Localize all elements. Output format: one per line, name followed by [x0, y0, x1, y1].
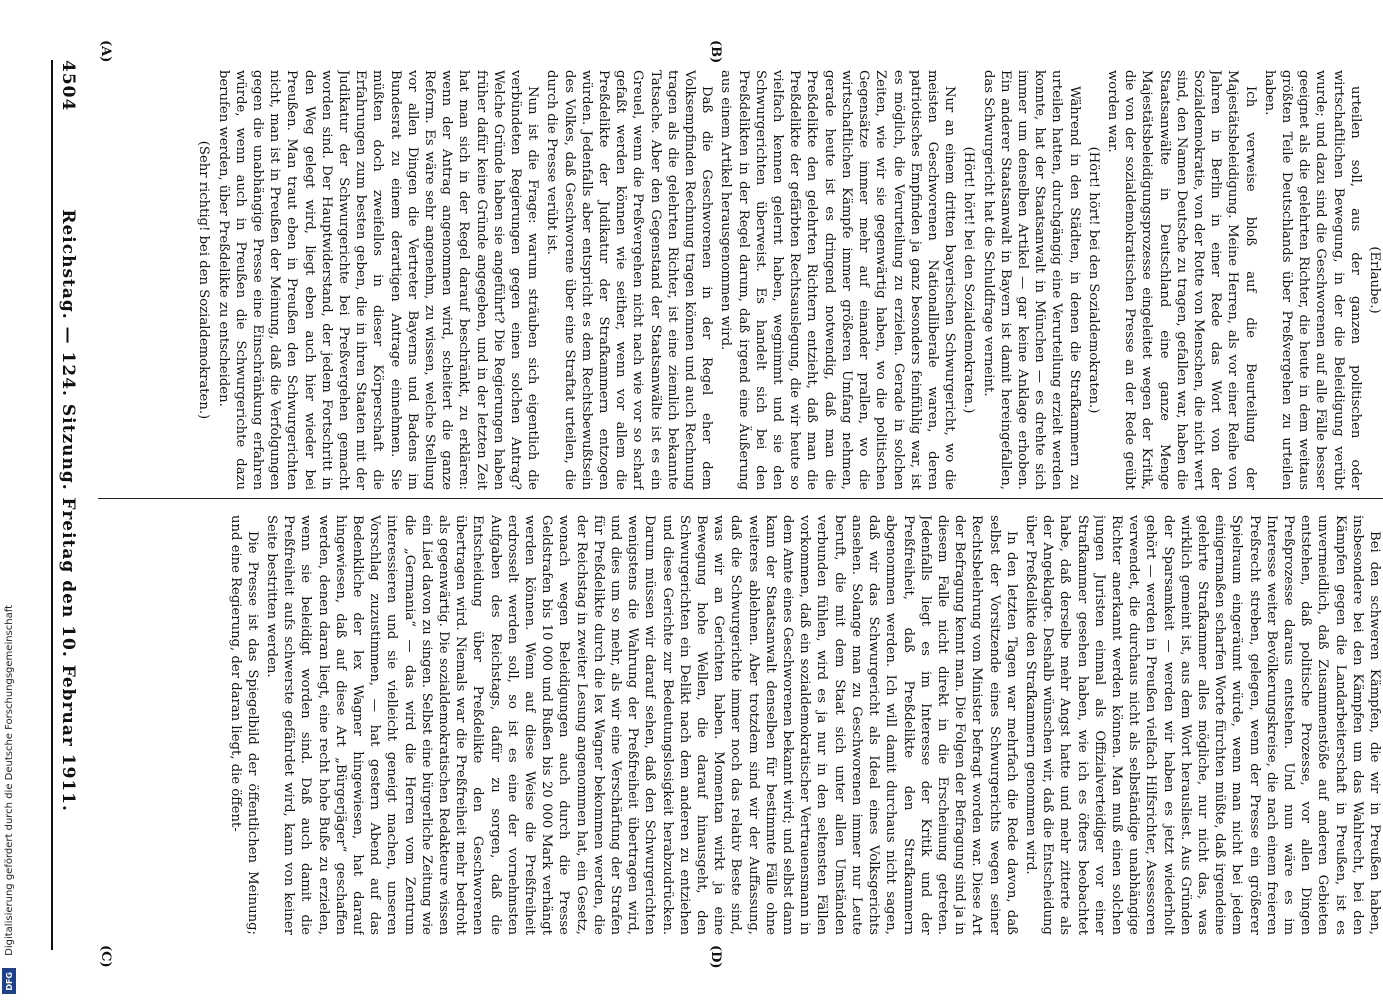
- paragraph: urteilen soll, aus der ganzen politischen oder wirtschaftlichen Bewegung, in der die Beleidigung verübt wurde; und dazu sind die Geschworenen auf alle Fälle besser geeignet als die gelehrten Richter, die heute in dem weitaus größten Teile Deutschlands über Preßvergehen zu urteilen haben.: [1261, 70, 1363, 490]
- margin-letter-d: (D): [708, 945, 723, 969]
- paragraph: (Sehr richtig! bei den Sozialdemokraten.): [196, 140, 212, 420]
- paragraph: In den letzten Tagen war mehrfach die Rede davon, daß selbst der Vorsitzende eines Schwurgerichts wegen seiner Rechtsbelehrung vom Minister befragt worden war. Diese Art der Befragung kennt man. Die Folgen der Befragung sind ja in diesem Falle nicht direkt in die Erscheinung getreten. Jedenfalls liegt es im Interesse der Kritik und der Preßfreiheit, daß Preßdelikte den Strafkammern abgenommen werden. Ich will damit durchaus nicht sagen, daß wir das Schwurgericht als Ideal eines Volksgerichts ansehen. Solange man zu Geschworenen immer nur Leute beruft, die mit dem Staat sich unter allen Umständen verbunden fühlen, wird es ja nur in den seltensten Fällen vorkommen, daß ein sozialdemokratischer Vertrauensmann in dem Amte eines Geschworenen bekannt wird; und selbst dann kann der Staatsanwalt denselben für bestimmte Fälle ohne weiteres ablehnen. Aber trotzdem sind wir der Auffassung, daß die Schwurgerichte immer noch das relativ Beste sind, was wir an Gerichten haben. Momentan wirkt ja eine Bewegung hohe Wellen, die darauf hinausgeht, den Schwurgerichten ein Delikt nach dem anderen zu entziehen und diese Gerichte zur Bedeutungslosigkeit herabzudrücken. Darum müssen wir darauf sehen, daß den Schwurgerichten wenigstens die Wahrung der Preßfreiheit übertragen wird, und dies um so mehr, als wir eine Verschärfung der Strafen für Preßdelikte durch die lex Wagner bekommen werden, die der Reichstag in zweiter Lesung angenommen hat, ein Gesetz, wonach wegen Beleidigungen auch durch die Presse Geldstrafen bis 10 000 und Bußen bis 20 000 Mark verhängt werden können. Wenn auf diese Weise die Preßfreiheit erdrosselt werden soll, so ist es eine der vornehmsten Aufgaben des Reichstags, dafür zu sorgen, daß die Entscheidung über Preßdelikte den Geschworenen übertragen wird. Niemals war die Preßfreiheit mehr bedroht als gegenwärtig. Die sozialdemokratischen Redakteure wissen ein Lied davon zu singen. Selbst eine bürgerliche Zeitung wie die „Germania“ — das wird die Herren vom Zentrum interessieren und sie vielleicht geneigt machen, unseren Vorschlag zuzustimmen, — hat gestern Abend auf das Bedenkliche der lex Wagner hingewiesen, hat darauf hingewiesen, daß auf diese Art „Bürgerjäger“ geschaffen werden, denen daran liegt, eine recht hohe Buße zu erzielen, wenn sie beleidigt worden sind. Daß auch damit die Preßfreiheit aufs schwerste gefährdet wird, kann von keiner Seite bestritten werden.: [264, 515, 1019, 935]
- paragraph: Während in den Städten, in denen die Strafkammern zu urteilen hatten, durchgängig eine Verurteilung erzielt werden konnte, hat der Staatsanwalt in München — es drehte sich immer um denselben Artikel — gar keine Anklage erhoben. Ein anderer Staatsanwalt in Bayern ist damit hereingefallen, das Schwurgericht hat die Schuldfrage verneint.: [980, 70, 1082, 490]
- margin-letter-a: (A): [98, 40, 113, 63]
- paragraph: Die Presse ist das Spiegelbild der öffentlichen Meinung; und eine Regierung, der daran liegt, die öffent-: [227, 515, 260, 935]
- paragraph: (Hört! hört! bei den Sozialdemokraten.): [961, 146, 977, 414]
- paragraph: (Hört! hört! bei den Sozialdemokraten.): [1085, 146, 1101, 414]
- paragraph: (Erlaube.): [1367, 246, 1382, 314]
- page-header: [53, 60, 83, 950]
- paragraph: Daß die Geschworenen in der Regel eher dem Volksempfinden Rechnung tragen können und auch Rechnung tragen als die gelehrten Richter, ist eine ziemlich bekannte Tatsache. Aber den Gegenstand der Staatsanwälte ist es ein Greuel, wenn die Preßvergehen nicht nach wie vor so scharf gefaßt werden können wie seither, wenn vor allem die Preßdelikte der Judikatur der Strafkammern entzogen würden. Jedenfalls aber entspricht es dem Rechtsbewußtsein des Volkes, daß Geschworene über eine Straftat urteilen, die durch die Presse verübt ist.: [544, 70, 715, 490]
- digitization-note-text: Digitalisierung gefördert durch die Deutsche Forschungsgemeinschaft: [3, 605, 15, 956]
- paragraph: Nun ist die Frage: warum sträuben sich eigentlich die verbündeten Regierungen gegen einen solchen Antrag? Welche Gründe haben sie angeführt? Die Regierungen haben früher dafür keine Gründe angegeben, und in der letzten Zeit hat man sich in der Regel darauf beschränkt, zu erklären: wenn der Antrag angenommen wird, scheitert die ganze Reform. Es wäre sehr angenehm, zu wissen, welche Stellung vor allen Dingen die Vertreter Bayerns und Badens im Bundesrat zu einem derartigen Antrage einnehmen. Sie müßten doch zweifellos in dieser Körperschaft die Erfahrungen zum besten geben, die in ihren Staaten mit der Judikatur der Schwurgerichte bei Preßvergehen gemacht worden sind. Der Hauptwiderstand, der jedem Fortschritt in den Weg gelegt wird, liegt eben auch hier wieder bei Preußen. Man traut eben in Preußen den Schwurgerichten nicht, man ist in Preußen der Meinung, daß die Verfolgungen gegen die unabhängige Presse eine Einschränkung erfahren würde, wenn auch in Preußen die Schwurgerichte dazu berufen werden, über Preßdelikte zu entscheiden.: [215, 70, 541, 490]
- paragraph: Ich verweise bloß auf die Beurteilung der Majestätsbeleidigung. Meine Herren, als vor einer Reihe von Jahren in Berlin in einer Rede das Wort von der Sozialdemokratie, von der Rotte von Menschen, die nicht wert sind, den Namen Deutsche zu tragen, gefallen war, haben die Staatsanwälte in Deutschland eine ganze Menge Majestätsbeleidigungsprozesse eingeleitet wegen der Kritik, die von der sozialdemokratischen Presse an der Rede geübt worden war.: [1104, 70, 1258, 490]
- column-divider: [98, 498, 1383, 499]
- margin-letter-c: (C): [98, 945, 113, 968]
- paragraph: Bei den schweren Kämpfen, die wir in Preußen haben, insbesondere bei den Kämpfen um das Wahlrecht, bei den Kämpfen gegen die Landarbeiterschaft in Preußen, ist es unvermeidlich, daß Zusammenstöße auf anderen Gebieten entstehen, daß politische Prozesse, vor allen Dingen Preßprozesse daraus entstehen. Und nun wäre es im Interesse weiter Bevölkerungskreise, die nach einem freieren Preßrecht streben, gelegen, wenn der Presse ein größerer Spielraum eingeräumt würde, wenn man nicht bei jedem einigermaßen scharfen Worte fürchten müßte, daß irgendeine gelehrte Strafkammer alles mögliche, nur nicht das, was wirklich gemeint ist, aus dem Wort herausliest. Aus Gründen der Sparsamkeit — werden wir haben es jetzt wiederholt gehört — werden in Preußen vielfach Hilfsrichter, Assessoren verwendet, die durchaus nicht als selbständige unabhängige Richter anerkannt werden können. Man muß einen solchen jungen Juristen einmal als Offizialverteidiger vor einer Strafkammer gesehen haben, wie ich es öfters beobachtet habe, daß derselbe mehr Angst hatte und mehr zitterte als der Angeklagte. Deshalb wünschen wir, daß die Entscheidung über Preßdelikte den Strafkammern genommen wird.: [1022, 515, 1382, 935]
- dfg-logo-text: DFG: [4, 971, 14, 991]
- margin-letter-b: (B): [708, 40, 723, 64]
- right-column: [98, 515, 1383, 935]
- header-rule: [51, 60, 53, 950]
- page-title: Reichstag. — 124. Sitzung. Freitag den 10. Februar 1911.: [58, 209, 78, 812]
- page-number: 4504: [58, 60, 78, 112]
- left-column: [98, 70, 1383, 490]
- paragraph: Nur an einem dritten bayerischen Schwurgericht, wo die meisten Geschworenen Nationalliberale waren, deren patriotisches Empfinden ja ganz besonders feinfühlig war, ist es möglich, die Verurteilung zu erzielen. Gerade in solchen Zeiten, wie wir sie gegenwärtig haben, wo die politischen Gegensätze immer mehr auf einander prallen, wo die wirtschaftlichen Kämpfe immer größeren Umfang nehmen, gerade heute ist es dringend notwendig, daß man die Preßdelikte den gelehrten Richtern entzieht, daß man die Preßdelikte der gefärbten Rechtsauslegung, die wir heute so vielfach kennen gelernt haben, wegnimmt und sie den Schwurgerichten überweist. Es handelt sich bei den Preßdelikten in der Regel darum, daß irgend eine Äußerung aus einem Artikel herausgenommen wird.: [718, 70, 958, 490]
